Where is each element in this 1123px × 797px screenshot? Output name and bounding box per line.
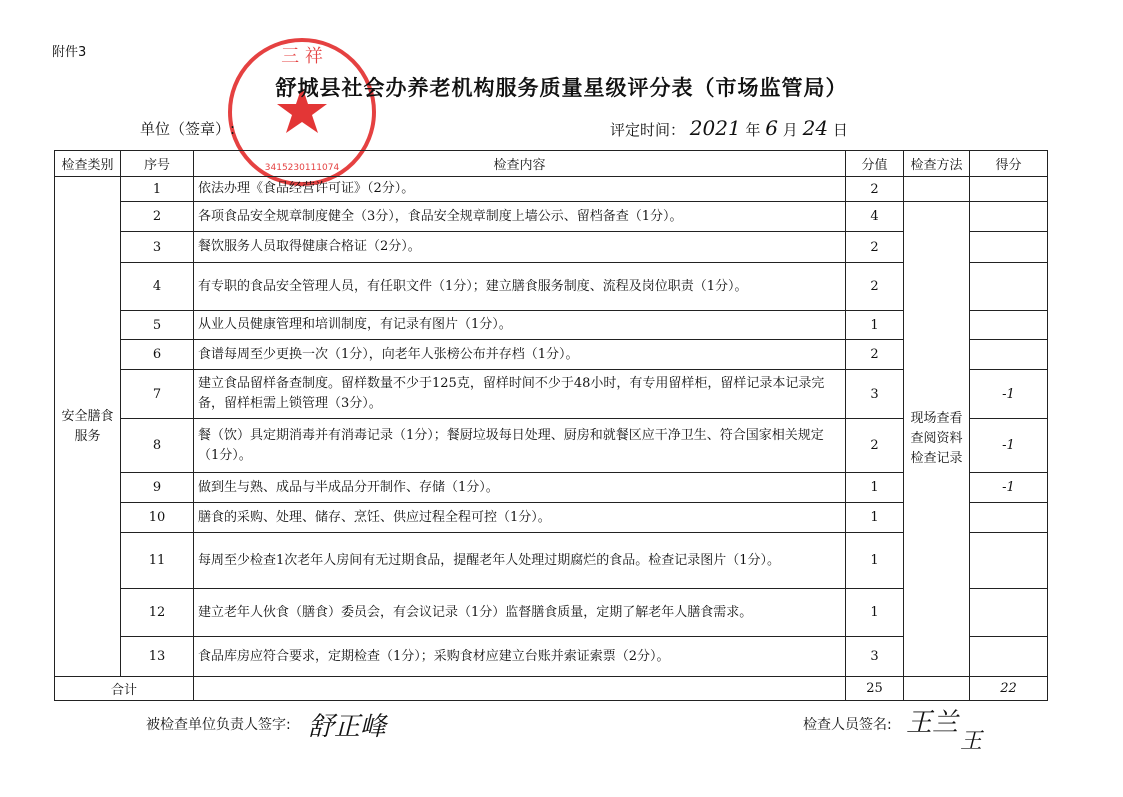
- row-score: [970, 263, 1048, 311]
- row-content: 建立老年人伙食（膳食）委员会，有会议记录（1分）监督膳食质量，定期了解老年人膳食需求。: [194, 589, 846, 637]
- table-row: [55, 589, 1048, 637]
- row-number: 12: [121, 589, 194, 637]
- row-points: 1: [846, 589, 904, 637]
- page-title: 舒城县社会办养老机构服务质量星级评分表（市场监管局）: [275, 76, 848, 100]
- row-number: 13: [121, 637, 194, 677]
- total-method-empty: [904, 677, 970, 701]
- row-number: 7: [121, 370, 194, 419]
- row-content: 餐（饮）具定期消毒并有消毒记录（1分）；餐厨垃圾每日处理、厨房和就餐区应干净卫生、符合国家相关规定（1分）。: [194, 419, 846, 473]
- row-points: 2: [846, 177, 904, 202]
- header-score: 得分: [970, 151, 1048, 177]
- row-points: 2: [846, 232, 904, 263]
- row-number: 10: [121, 503, 194, 533]
- row-points: 2: [846, 419, 904, 473]
- table-row: [55, 232, 1048, 263]
- row-score: [970, 589, 1048, 637]
- table-row: [55, 370, 1048, 419]
- row-content: 做到生与熟、成品与半成品分开制作、存储（1分）。: [194, 473, 846, 503]
- date-month: 6: [765, 116, 779, 140]
- table-row: [55, 177, 1048, 202]
- total-score: 22: [970, 677, 1048, 701]
- unit-signer-label: 被检查单位负责人签字:: [146, 717, 291, 733]
- header-number: 序号: [121, 151, 194, 177]
- row-score: [970, 340, 1048, 370]
- table-row: [55, 503, 1048, 533]
- row-content: 每周至少检查1次老年人房间有无过期食品，提醒老年人处理过期腐烂的食品。检查记录图片（1分）。: [194, 533, 846, 589]
- row-points: 1: [846, 533, 904, 589]
- total-content-empty: [194, 677, 846, 701]
- total-label: 合计: [55, 677, 194, 701]
- row-content: 从业人员健康管理和培训制度，有记录有图片（1分）。: [194, 311, 846, 340]
- table-row: [55, 263, 1048, 311]
- row-content: 餐饮服务人员取得健康合格证（2分）。: [194, 232, 846, 263]
- row-points: 3: [846, 370, 904, 419]
- svg-text:3415230111074: 3415230111074: [264, 163, 340, 173]
- date-day-suffix: 日: [832, 121, 848, 139]
- row-score: [970, 533, 1048, 589]
- table-row: [55, 533, 1048, 589]
- row-score: [970, 637, 1048, 677]
- row-score: [970, 232, 1048, 263]
- date-year-suffix: 年: [745, 121, 761, 139]
- date-month-suffix: 月: [782, 121, 798, 139]
- row-points: 4: [846, 202, 904, 232]
- header-method: 检查方法: [904, 151, 970, 177]
- table-row: [55, 202, 1048, 232]
- row-number: 5: [121, 311, 194, 340]
- row-content: 食品库房应符合要求，定期检查（1分）；采购食材应建立台账并索证索票（2分）。: [194, 637, 846, 677]
- header-category: 检查类别: [55, 151, 121, 177]
- row-score: -1: [970, 419, 1048, 473]
- row-number: 3: [121, 232, 194, 263]
- table-row: [55, 419, 1048, 473]
- total-row: [55, 677, 1048, 701]
- method-cell: 现场查看查阅资料检查记录: [904, 202, 970, 677]
- inspector-label: 检查人员签名:: [803, 717, 892, 733]
- row-score: [970, 311, 1048, 340]
- row-content: 有专职的食品安全管理人员，有任职文件（1分）；建立膳食服务制度、流程及岗位职责（1分）。: [194, 263, 846, 311]
- row-number: 1: [121, 177, 194, 202]
- score-table: [54, 150, 1048, 701]
- table-row: [55, 311, 1048, 340]
- row-points: 2: [846, 263, 904, 311]
- unit-signer-signature: 舒正峰: [308, 712, 387, 742]
- row-number: 6: [121, 340, 194, 370]
- table-row: [55, 473, 1048, 503]
- row-number: 4: [121, 263, 194, 311]
- row-score: [970, 503, 1048, 533]
- table-row: [55, 637, 1048, 677]
- header-content: 检查内容: [194, 151, 846, 177]
- row-score: -1: [970, 473, 1048, 503]
- unit-seal-label: 单位（签章）:: [140, 120, 236, 138]
- row-score: -1: [970, 370, 1048, 419]
- row-number: 2: [121, 202, 194, 232]
- table-row: [55, 340, 1048, 370]
- row-score: [970, 202, 1048, 232]
- row-content: 食谱每周至少更换一次（1分），向老年人张榜公布并存档（1分）。: [194, 340, 846, 370]
- method-cell-top: [904, 177, 970, 202]
- date-day: 24: [802, 116, 829, 140]
- category-cell: 安全膳食服务: [55, 177, 121, 677]
- row-points: 3: [846, 637, 904, 677]
- table-header-row: [55, 151, 1048, 177]
- row-content: 依法办理《食品经营许可证》（2分）。: [194, 177, 846, 202]
- row-number: 9: [121, 473, 194, 503]
- evaluation-date: [610, 116, 848, 140]
- svg-text:三 祥: 三 祥: [281, 46, 323, 67]
- row-points: 1: [846, 311, 904, 340]
- attachment-label: 附件3: [52, 45, 87, 60]
- row-points: 1: [846, 473, 904, 503]
- row-number: 8: [121, 419, 194, 473]
- row-content: 各项食品安全规章制度健全（3分），食品安全规章制度上墙公示、留档备查（1分）。: [194, 202, 846, 232]
- row-score: [970, 177, 1048, 202]
- row-content: 建立食品留样备查制度。留样数量不少于125克，留样时间不少于48小时，有专用留样柜，留样记录本记录完备，留样柜需上锁管理（3分）。: [194, 370, 846, 419]
- inspector-signature: 王兰: [906, 708, 959, 738]
- row-content: 膳食的采购、处理、储存、烹饪、供应过程全程可控（1分）。: [194, 503, 846, 533]
- inspector-signature-2: 王: [960, 729, 983, 754]
- total-points: 25: [846, 677, 904, 701]
- date-year: 2021: [689, 116, 741, 140]
- row-points: 1: [846, 503, 904, 533]
- row-points: 2: [846, 340, 904, 370]
- date-label: 评定时间：: [610, 121, 686, 139]
- header-points: 分值: [846, 151, 904, 177]
- row-number: 11: [121, 533, 194, 589]
